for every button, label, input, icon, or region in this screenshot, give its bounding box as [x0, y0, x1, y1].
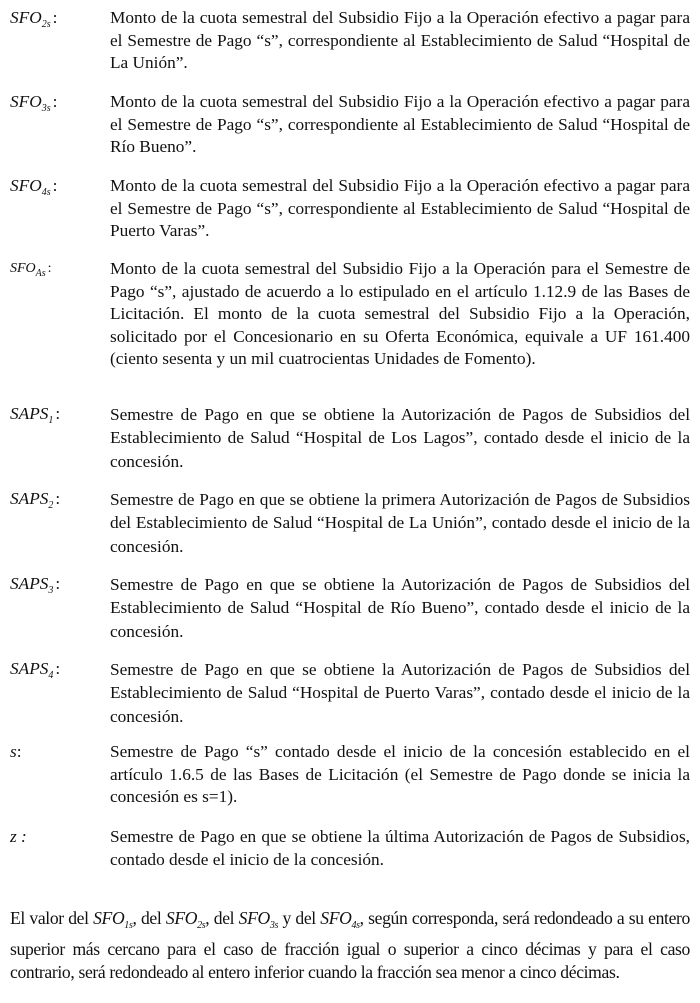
definition-text: Semestre de Pago en que se obtiene la Autorización de Pagos de Subsidios del Establecimiento de Salud “Hospital de Los Lagos”, contado desde el inicio de la concesión. [110, 405, 690, 471]
rounding-paragraph: El valor del $SFO_{1s}$, del $SFO_{2s}$, del $SFO_{3s}$ y del $SFO_{4s}$, según corresponda, será redondeado a su entero superior más cercano para el caso de fracción igual o superior a cinco décimas y para el caso contrario, será redondeado al entero inferior cuando la fracción sea menor a cinco décimas. [10, 908, 690, 982]
definition-term: z : [10, 827, 27, 846]
definition-text: Monto de la cuota semestral del Subsidio Fijo a la Operación efectivo a pagar para el Semestre de Pago “s”, correspondiente al Establecimiento de Salud “Hospital de Puerto Varas”. [110, 176, 690, 241]
definition-term: $SAPS_2$ : [10, 489, 61, 511]
definition-text: Monto de la cuota semestral del Subsidio Fijo a la Operación efectivo a pagar para el Semestre de Pago “s”, correspondiente al Establecimiento de Salud “Hospital de La Unión”. [110, 8, 690, 73]
definition-text: Semestre de Pago en que se obtiene la última Autorización de Pagos de Subsidios, contado desde el inicio de la concesión. [110, 827, 690, 869]
definition-term: $SFO_{3s}$ : [10, 92, 58, 114]
definition-term: $SFO_{As}$ : [10, 261, 52, 279]
definition-text: Monto de la cuota semestral del Subsidio Fijo a la Operación efectivo a pagar para el Semestre de Pago “s”, correspondiente al Establecimiento de Salud “Hospital de Río Bueno”. [110, 92, 690, 157]
definition-term: $SAPS_3$ : [10, 574, 61, 596]
definition-text: Semestre de Pago en que se obtiene la Autorización de Pagos de Subsidios del Establecimiento de Salud “Hospital de Puerto Varas”, contado desde el inicio de la concesión. [110, 660, 690, 726]
definition-term: $SFO_{4s}$ : [10, 176, 58, 198]
definition-term: $SAPS_1$ : [10, 404, 61, 426]
definition-term: s: [10, 742, 22, 761]
definition-term: $SFO_{2s}$ : [10, 8, 58, 30]
definition-text: Semestre de Pago en que se obtiene la primera Autorización de Pagos de Subsidios del Establecimiento de Salud “Hospital de La Unión”, contado desde el inicio de la concesión. [110, 490, 690, 556]
definition-text: Monto de la cuota semestral del Subsidio Fijo a la Operación para el Semestre de Pago “s”, ajustado de acuerdo a lo estipulado en el artículo 1.12.9 de las Bases de Licitación. El monto de la cuota semestral del Subsidio Fijo a la Operación, solicitado por el Concesionario en su Oferta Económica, equivale a UF 161.400 (ciento sesenta y un mil cuatrocientas Unidades de Fomento). [110, 259, 690, 369]
definition-term: $SAPS_4$ : [10, 659, 61, 681]
definition-text: Semestre de Pago “s” contado desde el inicio de la concesión establecido en el artículo 1.6.5 de las Bases de Licitación (el Semestre de Pago donde se inicia la concesión es s=1). [110, 742, 690, 807]
definition-text: Semestre de Pago en que se obtiene la Autorización de Pagos de Subsidios del Establecimiento de Salud “Hospital de Río Bueno”, contado desde el inicio de la concesión. [110, 575, 690, 641]
